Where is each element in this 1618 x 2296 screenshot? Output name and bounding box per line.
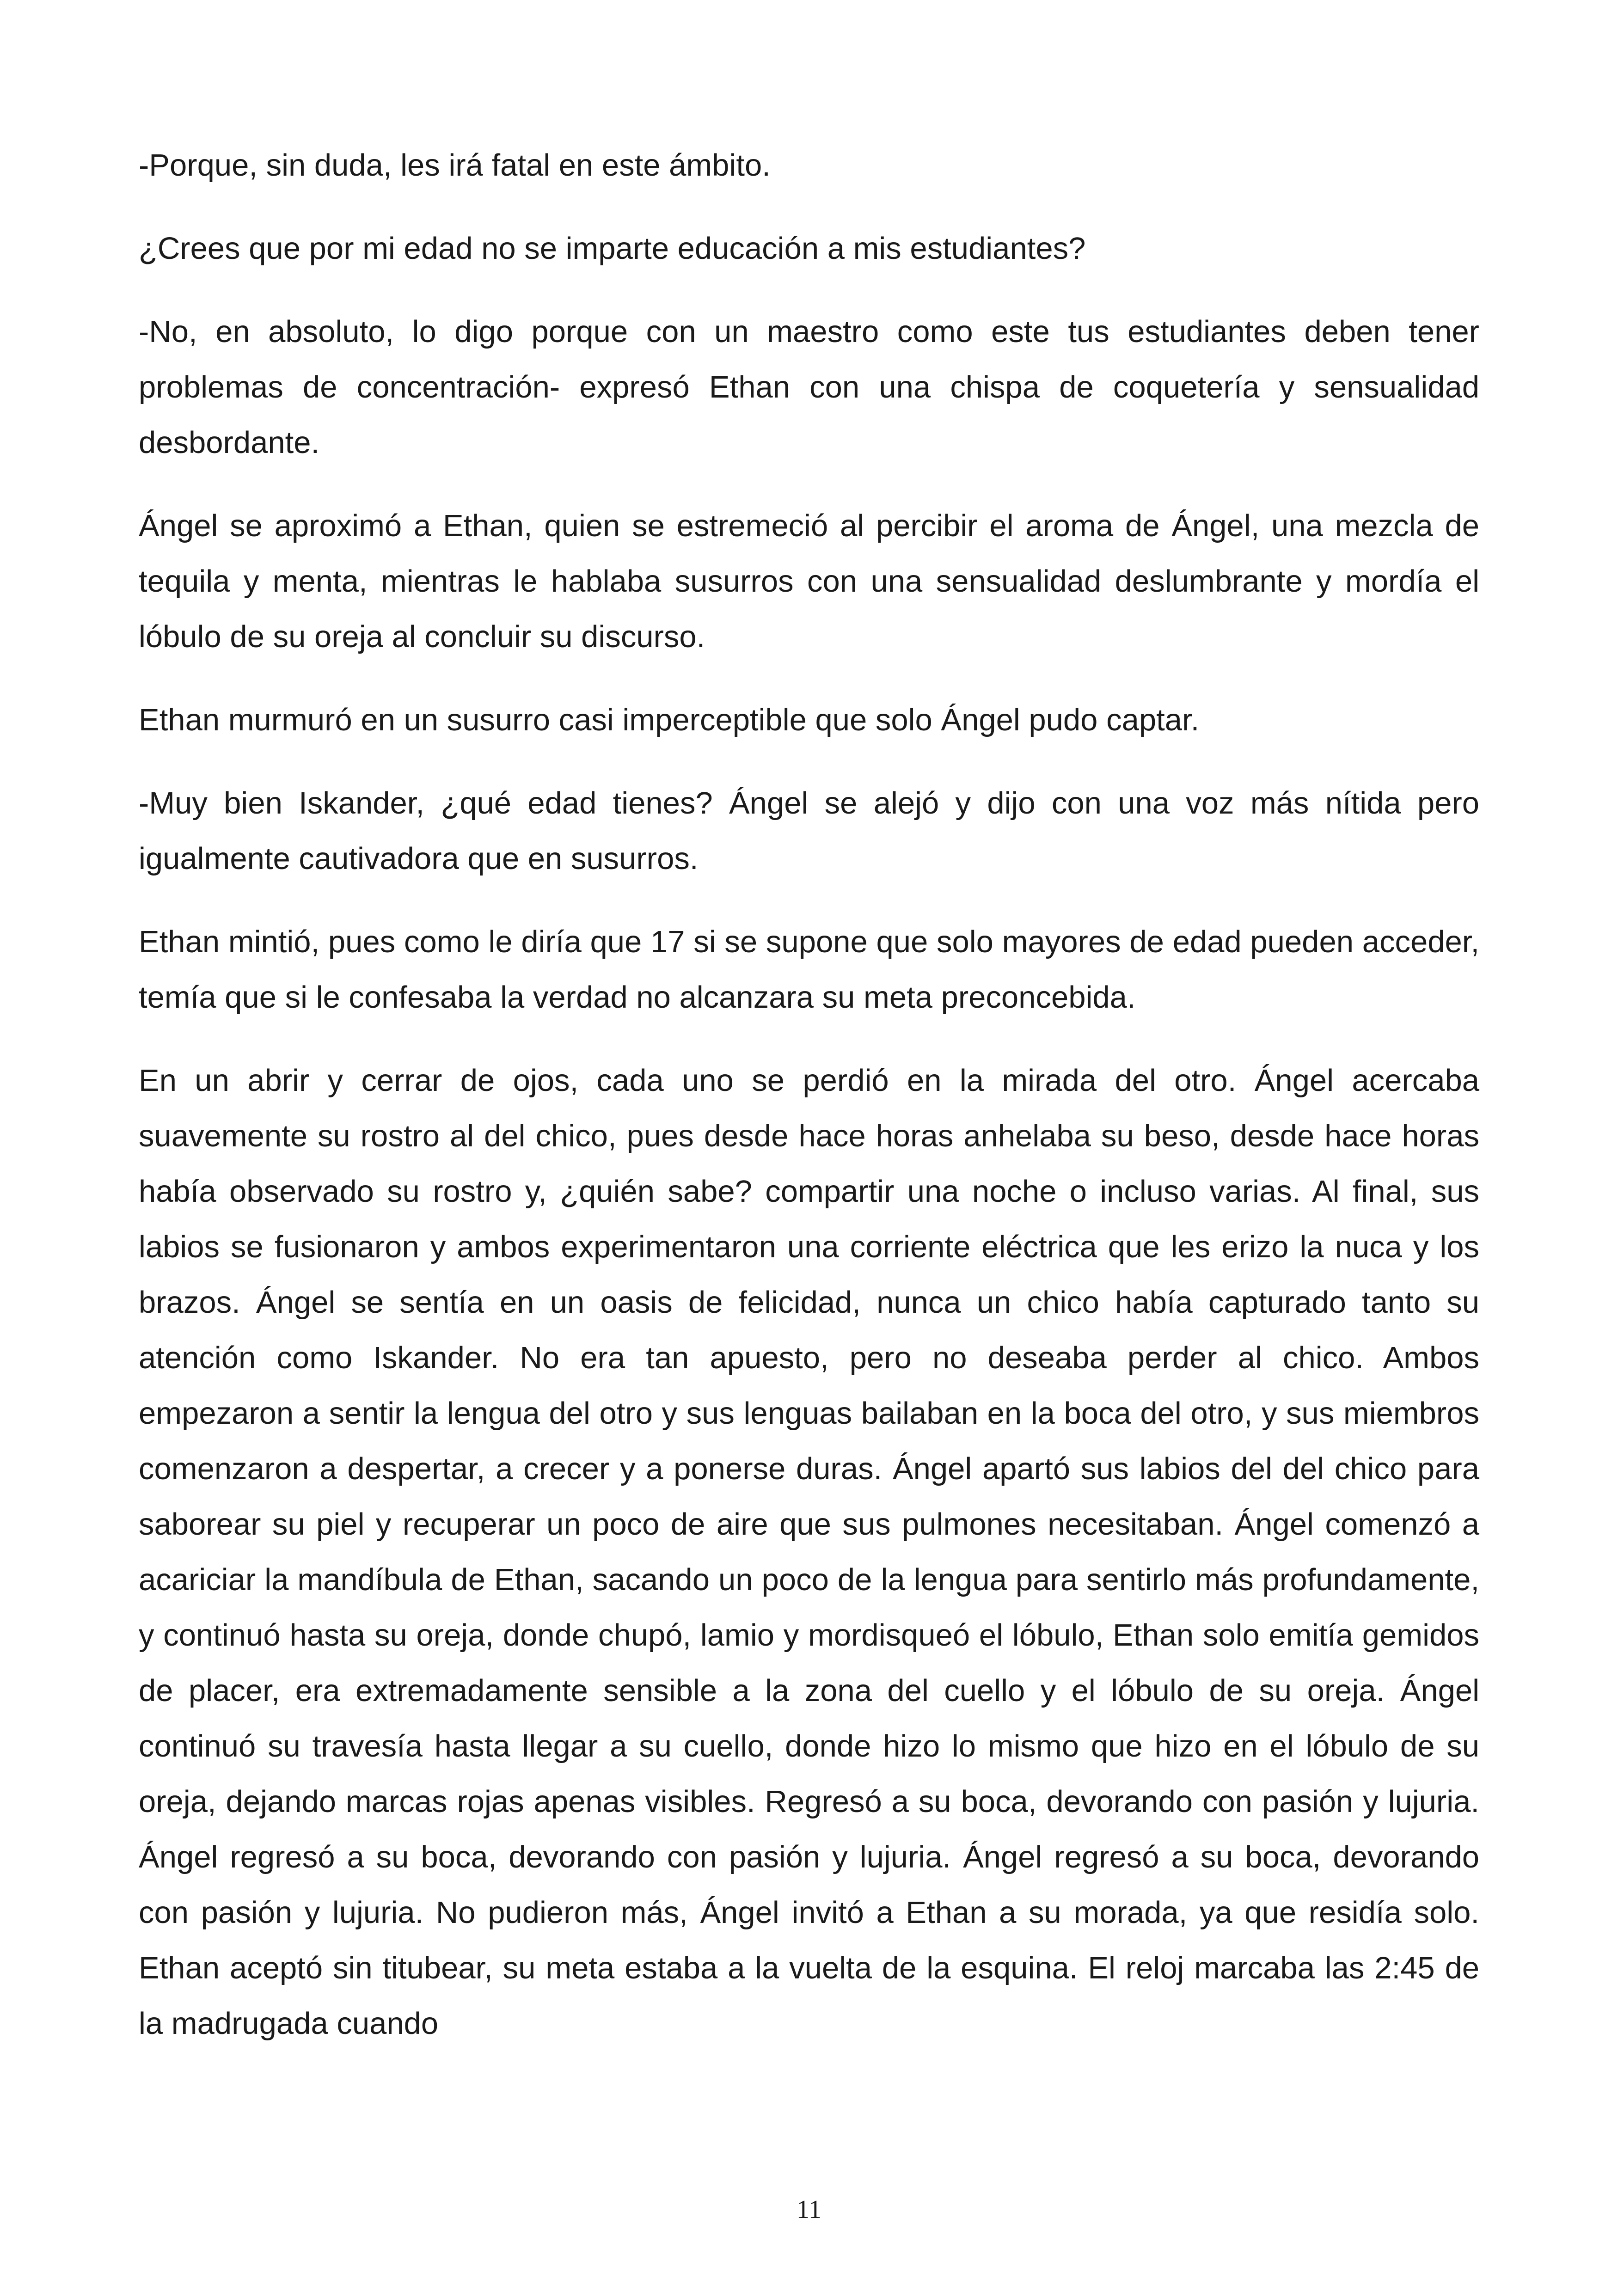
paragraph: -Porque, sin duda, les irá fatal en este ámbito. bbox=[139, 148, 771, 183]
paragraph: Ethan murmuró en un susurro casi imperceptible que solo Ángel pudo captar. bbox=[139, 703, 1200, 737]
paragraph: ¿Crees que por mi edad no se imparte educación a mis estudiantes? bbox=[139, 231, 1086, 266]
paragraph: Ethan mintió, pues como le diría que 17 si se supone que solo mayores de edad pueden acceder, temía que si le confesaba la verdad no alcanzara su meta preconcebida. bbox=[139, 925, 1479, 1015]
paragraph: -No, en absoluto, lo digo porque con un maestro como este tus estudiantes deben tener problemas de concentración- expresó Ethan con una chispa de coquetería y sensualidad desbordante. bbox=[139, 314, 1479, 460]
paragraph: -Muy bien Iskander, ¿qué edad tienes? Ángel se alejó y dijo con una voz más nítida pero igualmente cautivadora que en susurros. bbox=[139, 786, 1479, 876]
paragraph: Ángel se aproximó a Ethan, quien se estremeció al percibir el aroma de Ángel, una mezcla de tequila y menta, mientras le hablaba susurros con una sensualidad deslumbrante y mordía el lóbulo de su oreja al concluir su discurso. bbox=[139, 508, 1479, 654]
body-text bbox=[139, 138, 1479, 2079]
page-number: 11 bbox=[797, 2195, 821, 2224]
paragraph: En un abrir y cerrar de ojos, cada uno se perdió en la mirada del otro. Ángel acercaba suavemente su rostro al del chico, pues desde hace horas anhelaba su beso, desde hace horas había observado su rostro y, ¿quién sabe? compartir una noche o incluso varias. Al final, sus labios se fusionaron y ambos experimentaron una corriente eléctrica que les erizo la nuca y los brazos. Ángel se sentía en un oasis de felicidad, nunca un chico había capturado tanto su atención como Iskander. No era tan apuesto, pero no deseaba perder al chico. Ambos empezaron a sentir la lengua del otro y sus lenguas bailaban en la boca del otro, y sus miembros comenzaron a despertar, a crecer y a ponerse duras. Ángel apartó sus labios del del chico para saborear su piel y recuperar un poco de aire que sus pulmones necesitaban. Ángel comenzó a acariciar la mandíbula de Ethan, sacando un poco de la lengua para sentirlo más profundamente, y continuó hasta su oreja, donde chupó, lamio y mordisqueó el lóbulo, Ethan solo emitía gemidos de placer, era extremadamente sensible a la zona del cuello y el lóbulo de su oreja. Ángel continuó su travesía hasta llegar a su cuello, donde hizo lo mismo que hizo en el lóbulo de su oreja, dejando marcas rojas apenas visibles. Regresó a su boca, devorando con pasión y lujuria. Ángel regresó a su boca, devorando con pasión y lujuria. Ángel regresó a su boca, devorando con pasión y lujuria. No pudieron más, Ángel invitó a Ethan a su morada, ya que residía solo. Ethan aceptó sin titubear, su meta estaba a la vuelta de la esquina. El reloj marcaba las 2:45 de la madrugada cuando bbox=[139, 1063, 1479, 2041]
